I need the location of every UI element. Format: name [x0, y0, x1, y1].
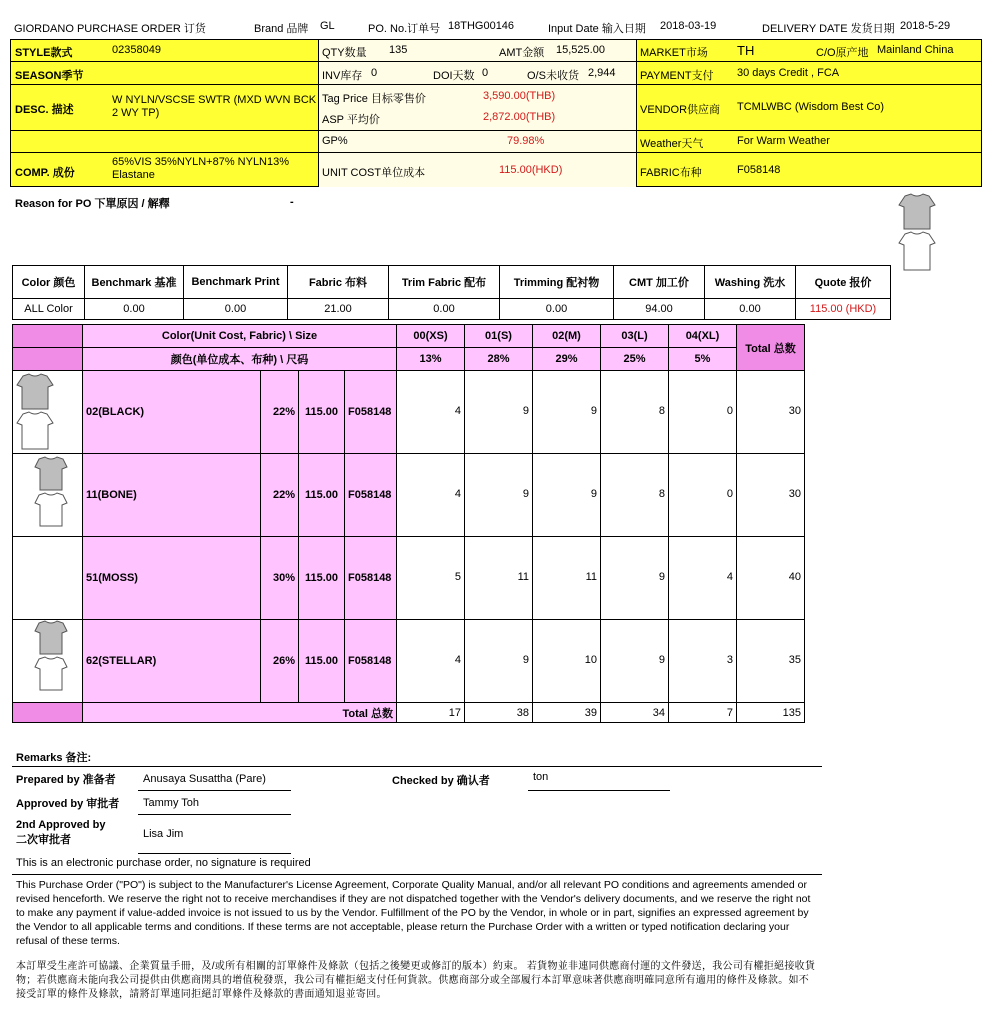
bench-quote-value: 115.00 (HKD) — [796, 299, 891, 320]
color-fabric: F058148 — [345, 537, 397, 620]
garment-bone-icon — [31, 456, 71, 534]
brand-value: GL — [320, 20, 335, 32]
color-name: 02(BLACK) — [83, 371, 261, 454]
delivery-date-label: DELIVERY DATE 发货日期 — [762, 23, 895, 35]
qty-cell: 4 — [397, 371, 465, 454]
bench-value: 21.00 — [288, 299, 389, 320]
style-value: 02358049 — [112, 44, 161, 56]
color-name: 11(BONE) — [83, 454, 261, 537]
size-pct: 5% — [669, 348, 737, 371]
garment-thumbnail-icon — [897, 193, 937, 273]
comp-label: COMP. 成份 — [15, 167, 75, 179]
bench-header: Quote 报价 — [796, 266, 891, 299]
payment-label: PAYMENT支付 — [640, 70, 714, 82]
market-label: MARKET市场 — [640, 47, 708, 59]
size-header: 04(XL) — [669, 325, 737, 348]
color-swatch-cell — [13, 537, 83, 620]
qty-cell: 8 — [601, 454, 669, 537]
bench-value: 0.00 — [500, 299, 614, 320]
size-breakdown-table — [12, 324, 805, 723]
grid-title-en: Color(Unit Cost, Fabric) \ Size — [83, 325, 397, 348]
qty-cell: 4 — [669, 537, 737, 620]
qty-value: 135 — [389, 44, 408, 56]
color-fabric: F058148 — [345, 454, 397, 537]
tag-price-label: Tag Price 目标零售价 — [322, 93, 426, 105]
bench-value: 0.00 — [184, 299, 288, 320]
bench-value: 0.00 — [705, 299, 796, 320]
po-number-label: PO. No.订单号 — [368, 23, 441, 35]
size-total: 17 — [397, 703, 465, 723]
row-total: 30 — [737, 454, 805, 537]
unit-cost-value: 115.00(HKD) — [499, 164, 563, 176]
garment-stellar-icon — [31, 620, 71, 698]
approved2-label-en: 2nd Approved by — [16, 819, 106, 831]
electronic-note: This is an electronic purchase order, no signature is required — [16, 857, 311, 869]
size-total: 34 — [601, 703, 669, 723]
color-cost: 115.00 — [299, 371, 345, 454]
bench-header: Benchmark Print — [184, 266, 288, 299]
row-total: 30 — [737, 371, 805, 454]
size-total: 39 — [533, 703, 601, 723]
color-name: 51(MOSS) — [83, 537, 261, 620]
bench-value: ALL Color — [13, 299, 85, 320]
size-header: 03(L) — [601, 325, 669, 348]
order-info-panel — [10, 39, 982, 187]
size-total: 38 — [465, 703, 533, 723]
total-header: Total 总数 — [737, 325, 805, 371]
os-label: O/S未收货 — [527, 70, 579, 82]
gp-value: 79.98% — [507, 135, 545, 147]
color-pct: 30% — [261, 537, 299, 620]
size-header: 01(S) — [465, 325, 533, 348]
size-header: 02(M) — [533, 325, 601, 348]
color-pct: 22% — [261, 454, 299, 537]
bench-value: 0.00 — [85, 299, 184, 320]
color-name: 62(STELLAR) — [83, 620, 261, 703]
size-pct: 28% — [465, 348, 533, 371]
amt-value: 15,525.00 — [556, 44, 605, 56]
gp-label: GP% — [322, 135, 348, 147]
delivery-date-value: 2018-5-29 — [900, 20, 951, 32]
reason-value: - — [290, 196, 294, 208]
qty-cell: 9 — [465, 371, 533, 454]
prepared-label: Prepared by 准备者 — [16, 774, 116, 786]
qty-cell: 9 — [601, 537, 669, 620]
qty-cell: 11 — [533, 537, 601, 620]
qty-cell: 10 — [533, 620, 601, 703]
inv-value: 0 — [371, 67, 378, 79]
weather-value: For Warm Weather — [737, 135, 830, 147]
size-total: 7 — [669, 703, 737, 723]
approved2-value: Lisa Jim — [143, 828, 184, 840]
qty-cell: 9 — [533, 454, 601, 537]
bench-value: 94.00 — [614, 299, 705, 320]
qty-cell: 0 — [669, 371, 737, 454]
color-swatch-cell — [13, 620, 83, 703]
garment-black-icon — [15, 373, 55, 451]
qty-cell: 9 — [601, 620, 669, 703]
vendor-label: VENDOR供应商 — [640, 104, 721, 116]
color-swatch-cell — [13, 454, 83, 537]
color-cost: 115.00 — [299, 620, 345, 703]
bench-header: Trim Fabric 配布 — [389, 266, 500, 299]
comp-value: 65%VIS 35%NYLN+87% NYLN13% Elastane — [112, 156, 290, 181]
weather-label: Weather天气 — [640, 138, 704, 150]
origin-label: C/O原产地 — [816, 47, 869, 59]
size-pct: 29% — [533, 348, 601, 371]
bench-value: 0.00 — [389, 299, 500, 320]
inv-label: INV库存 — [322, 70, 363, 82]
qty-cell: 0 — [669, 454, 737, 537]
reason-label: Reason for PO 下單原因 / 解釋 — [15, 198, 170, 210]
fabric-value: F058148 — [737, 164, 781, 176]
bench-header: Trimming 配衬物 — [500, 266, 614, 299]
cost-benchmark-table — [12, 265, 891, 320]
qty-cell: 11 — [465, 537, 533, 620]
qty-cell: 5 — [397, 537, 465, 620]
prepared-value: Anusaya Susattha (Pare) — [143, 773, 266, 785]
bench-header: CMT 加工价 — [614, 266, 705, 299]
desc-value: W NYLN/VSCSE SWTR (MXD WVN BCK 2 WY TP) — [112, 94, 317, 119]
doi-value: 0 — [482, 67, 489, 79]
color-cost: 115.00 — [299, 537, 345, 620]
payment-value: 30 days Credit , FCA — [737, 67, 840, 79]
qty-cell: 9 — [465, 620, 533, 703]
unit-cost-label: UNIT COST单位成本 — [322, 167, 426, 179]
bench-header: Benchmark 基准 — [85, 266, 184, 299]
bench-header: Color 颜色 — [13, 266, 85, 299]
season-label: SEASON季节 — [15, 70, 84, 82]
po-title: GIORDANO PURCHASE ORDER 订货 — [14, 23, 206, 35]
asp-label: ASP 平均价 — [322, 114, 380, 126]
asp-value: 2,872.00(THB) — [483, 111, 556, 123]
terms-chinese: 本訂單受生產許可協議、企業質量手冊，及/或所有相關的訂單條件及條款（包括之後變更或修訂的版本）約束。 若貨物並非連同供應商付運的文件發送，我公司有權拒絕接收貨物；若供應商未能向我公司提供由供應商開具的增值稅發票，我公司有權拒絕支付任何貨款。供應商部分或全部履行本訂單意味著供應商明確同意所有適用的條件及條款。如不接受訂單的條件及條款，請將訂單連同拒絕訂單條件及條款的書面通知退並寄回。 — [16, 961, 816, 1000]
size-pct: 13% — [397, 348, 465, 371]
color-fabric: F058148 — [345, 371, 397, 454]
qty-cell: 9 — [465, 454, 533, 537]
color-pct: 22% — [261, 371, 299, 454]
qty-cell: 4 — [397, 620, 465, 703]
vendor-value: TCMLWBC (Wisdom Best Co) — [737, 101, 885, 113]
market-value: TH — [737, 43, 755, 58]
input-date-label: Input Date 输入日期 — [548, 23, 646, 35]
desc-label: DESC. 描述 — [15, 104, 74, 116]
bench-header: Fabric 布料 — [288, 266, 389, 299]
grand-total: 135 — [737, 703, 805, 723]
po-number-value: 18THG00146 — [448, 20, 515, 32]
remarks-label: Remarks 备注: — [16, 752, 92, 764]
color-fabric: F058148 — [345, 620, 397, 703]
input-date-value: 2018-03-19 — [660, 20, 717, 32]
qty-cell: 9 — [533, 371, 601, 454]
qty-cell: 4 — [397, 454, 465, 537]
checked-value: ton — [533, 771, 549, 783]
size-pct: 25% — [601, 348, 669, 371]
row-total: 35 — [737, 620, 805, 703]
style-label: STYLE款式 — [15, 47, 73, 59]
approved-value: Tammy Toh — [143, 797, 200, 809]
approved2-label-cn: 二次审批者 — [16, 834, 71, 846]
color-pct: 26% — [261, 620, 299, 703]
qty-cell: 8 — [601, 371, 669, 454]
row-total: 40 — [737, 537, 805, 620]
qty-cell: 3 — [669, 620, 737, 703]
tag-price-value: 3,590.00(THB) — [483, 90, 556, 102]
bench-header: Washing 洗水 — [705, 266, 796, 299]
os-value: 2,944 — [588, 67, 616, 79]
size-header: 00(XS) — [397, 325, 465, 348]
color-cost: 115.00 — [299, 454, 345, 537]
origin-value: Mainland China — [877, 44, 954, 56]
amt-label: AMT金额 — [499, 47, 545, 59]
approved-label: Approved by 审批者 — [16, 798, 120, 810]
terms-english: This Purchase Order ("PO") is subject to the Manufacturer's License Agreement, Corporate Quality Manual, and/or all relevant PO conditions and agreements amended or revised henceforth. We reserve the right not to receive merchandises if they are not dispatched together with the Vendor's delivery documents, and we reserve the right not to make any payment if value-added invoice is not issued to us by the Vendor. Fulfillment of the PO by the Vendor, in whole or in part, signifies an expressed agreement by the Vendor to all applicable terms and conditions. If these terms are not acceptable, please return the Purchase Order with a written or typed notification declaring your refusal of these terms. — [16, 879, 811, 947]
grid-title-cn: 颜色(单位成本、布种) \ 尺码 — [83, 348, 397, 371]
doi-label: DOI天数 — [433, 70, 475, 82]
color-swatch-cell — [13, 371, 83, 454]
checked-label: Checked by 确认者 — [392, 775, 490, 787]
brand-label: Brand 品牌 — [254, 23, 309, 35]
totals-label: Total 总数 — [83, 703, 397, 723]
fabric-label: FABRIC布种 — [640, 167, 702, 179]
qty-label: QTY数量 — [322, 47, 367, 59]
